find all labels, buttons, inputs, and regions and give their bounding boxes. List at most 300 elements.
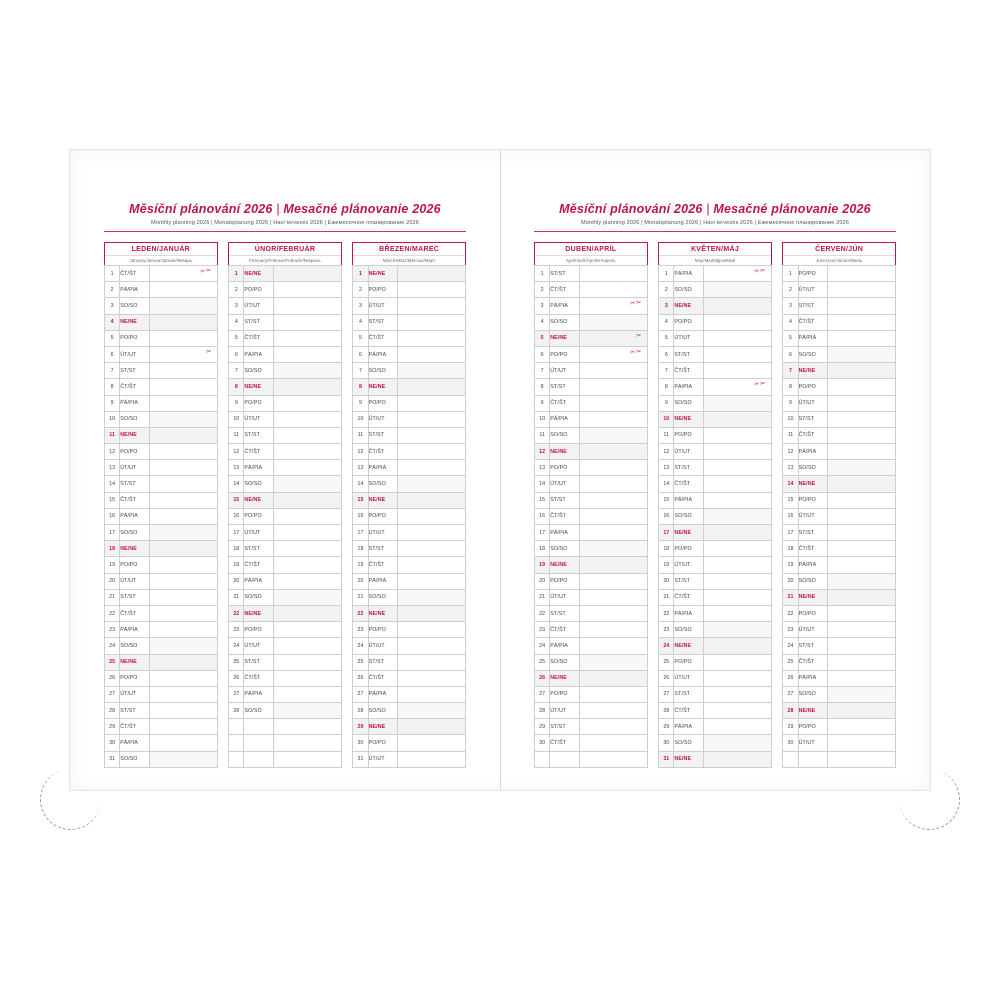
day-note-field[interactable] <box>398 314 466 330</box>
month-translations: April/April/Április/Апрель <box>535 255 647 263</box>
day-note-field[interactable] <box>579 557 647 573</box>
day-number: 11 <box>105 427 120 443</box>
day-note-field[interactable] <box>579 346 647 362</box>
day-note-field[interactable] <box>273 508 341 524</box>
day-number: 20 <box>353 573 368 589</box>
day-number: 13 <box>659 460 674 476</box>
day-name: ČT/ŠT <box>120 492 149 508</box>
day-note-field[interactable] <box>149 751 217 767</box>
handwritten-mark: ✂✂ <box>629 348 642 357</box>
day-note-field[interactable] <box>149 266 217 282</box>
day-note-field[interactable] <box>579 492 647 508</box>
page-title-sk: Mesačné plánovanie 2026 <box>283 202 441 216</box>
day-name: PO/PO <box>244 508 273 524</box>
day-number: 21 <box>535 589 550 605</box>
day-note-field[interactable] <box>149 735 217 751</box>
day-note-field[interactable] <box>828 670 896 686</box>
day-number: 12 <box>659 444 674 460</box>
day-note-field[interactable] <box>398 605 466 621</box>
day-note-field[interactable] <box>149 654 217 670</box>
day-number: 18 <box>229 541 244 557</box>
day-note-field[interactable] <box>828 703 896 719</box>
day-note-field[interactable] <box>703 638 771 654</box>
day-note-field[interactable] <box>149 605 217 621</box>
day-row <box>353 686 466 702</box>
day-note-field[interactable] <box>828 589 896 605</box>
day-note-field[interactable] <box>149 298 217 314</box>
day-note-field[interactable] <box>398 622 466 638</box>
day-note-field[interactable] <box>579 395 647 411</box>
day-note-field[interactable] <box>273 751 341 767</box>
day-note-field[interactable] <box>398 363 466 379</box>
day-note-field[interactable] <box>398 282 466 298</box>
day-name: SO/SO <box>798 573 827 589</box>
day-number: 14 <box>535 476 550 492</box>
day-row <box>353 379 466 395</box>
day-note-field[interactable] <box>398 346 466 362</box>
day-note-field[interactable] <box>149 589 217 605</box>
day-note-field[interactable] <box>398 379 466 395</box>
day-note-field[interactable] <box>398 541 466 557</box>
day-number: 5 <box>783 330 798 346</box>
day-number: 7 <box>353 363 368 379</box>
month-table <box>534 265 648 768</box>
day-note-field[interactable] <box>273 589 341 605</box>
day-note-field[interactable] <box>703 427 771 443</box>
day-note-field[interactable] <box>579 541 647 557</box>
day-number: 29 <box>659 719 674 735</box>
day-name: NE/NE <box>674 411 703 427</box>
day-name: NE/NE <box>674 638 703 654</box>
day-note-field[interactable] <box>703 670 771 686</box>
day-row <box>105 605 218 621</box>
day-note-field[interactable] <box>398 719 466 735</box>
day-note-field[interactable] <box>273 476 341 492</box>
day-note-field[interactable] <box>149 686 217 702</box>
day-note-field[interactable] <box>828 282 896 298</box>
day-note-field[interactable] <box>579 379 647 395</box>
day-number: 15 <box>659 492 674 508</box>
day-note-field[interactable] <box>579 460 647 476</box>
day-note-field[interactable] <box>579 605 647 621</box>
day-note-field[interactable] <box>398 670 466 686</box>
day-row <box>535 508 648 524</box>
day-note-field[interactable] <box>579 508 647 524</box>
day-note-field[interactable] <box>828 460 896 476</box>
day-note-field[interactable] <box>579 638 647 654</box>
day-note-field[interactable] <box>828 298 896 314</box>
day-note-field[interactable] <box>703 282 771 298</box>
day-note-field[interactable] <box>703 379 771 395</box>
day-name: SO/SO <box>368 476 397 492</box>
day-note-field[interactable] <box>273 719 341 735</box>
day-note-field[interactable] <box>703 395 771 411</box>
day-row <box>535 363 648 379</box>
day-note-field[interactable] <box>579 330 647 346</box>
day-note-field[interactable] <box>273 541 341 557</box>
day-name: PÁ/PIA <box>244 346 273 362</box>
day-note-field[interactable] <box>273 492 341 508</box>
day-note-field[interactable] <box>398 444 466 460</box>
day-number <box>229 735 244 751</box>
day-number: 5 <box>229 330 244 346</box>
day-note-field[interactable] <box>828 363 896 379</box>
day-number: 29 <box>105 719 120 735</box>
day-number: 15 <box>229 492 244 508</box>
day-name: NE/NE <box>550 444 579 460</box>
day-name: PÁ/PIA <box>120 282 149 298</box>
day-note-field[interactable] <box>273 314 341 330</box>
day-name: PÁ/PIA <box>674 719 703 735</box>
day-note-field[interactable] <box>398 557 466 573</box>
day-name: NE/NE <box>674 751 703 767</box>
day-note-field[interactable] <box>579 703 647 719</box>
day-note-field[interactable] <box>579 686 647 702</box>
day-note-field[interactable] <box>273 346 341 362</box>
day-note-field[interactable] <box>273 266 341 282</box>
day-number: 31 <box>659 751 674 767</box>
day-note-field[interactable] <box>828 492 896 508</box>
day-note-field[interactable] <box>703 492 771 508</box>
day-note-field[interactable] <box>149 508 217 524</box>
diary-spread <box>70 150 930 790</box>
day-note-field[interactable] <box>703 605 771 621</box>
day-note-field[interactable] <box>703 751 771 767</box>
day-row <box>353 557 466 573</box>
day-note-field[interactable] <box>703 589 771 605</box>
day-note-field[interactable] <box>273 525 341 541</box>
day-note-field[interactable] <box>579 314 647 330</box>
day-name: ÚT/UT <box>550 703 579 719</box>
day-row <box>353 330 466 346</box>
day-name: PO/PO <box>798 719 827 735</box>
day-name: ČT/ŠT <box>674 703 703 719</box>
day-note-field[interactable] <box>398 589 466 605</box>
day-note-field[interactable] <box>149 476 217 492</box>
day-row <box>353 670 466 686</box>
day-note-field[interactable] <box>273 298 341 314</box>
day-note-field[interactable] <box>703 719 771 735</box>
day-note-field[interactable] <box>579 427 647 443</box>
day-note-field[interactable] <box>828 638 896 654</box>
day-number: 9 <box>105 395 120 411</box>
day-note-field[interactable] <box>149 703 217 719</box>
day-note-field[interactable] <box>398 411 466 427</box>
day-note-field[interactable] <box>828 427 896 443</box>
day-row <box>229 346 342 362</box>
day-row <box>535 541 648 557</box>
day-row <box>353 735 466 751</box>
day-row <box>783 735 896 751</box>
day-name: NE/NE <box>368 266 397 282</box>
day-note-field[interactable] <box>273 557 341 573</box>
day-name: NE/NE <box>244 605 273 621</box>
day-note-field[interactable] <box>828 719 896 735</box>
day-row <box>535 330 648 346</box>
day-note-field[interactable] <box>579 719 647 735</box>
day-note-field[interactable] <box>273 444 341 460</box>
day-number: 25 <box>229 654 244 670</box>
day-note-field[interactable] <box>579 363 647 379</box>
day-note-field[interactable] <box>398 460 466 476</box>
day-note-field[interactable] <box>273 703 341 719</box>
day-name: ÚT/UT <box>550 363 579 379</box>
day-note-field[interactable] <box>703 735 771 751</box>
day-note-field[interactable] <box>703 686 771 702</box>
handwritten-mark: ✂✂ <box>753 267 767 276</box>
day-note-field[interactable] <box>273 573 341 589</box>
day-note-field[interactable] <box>828 395 896 411</box>
day-row <box>229 508 342 524</box>
day-note-field[interactable] <box>703 411 771 427</box>
day-number: 5 <box>535 330 550 346</box>
day-row <box>659 654 772 670</box>
day-name: PÁ/PIA <box>120 622 149 638</box>
day-note-field[interactable] <box>398 735 466 751</box>
day-note-field[interactable] <box>828 411 896 427</box>
day-note-field[interactable] <box>703 541 771 557</box>
day-name: PO/PO <box>120 557 149 573</box>
day-row <box>783 654 896 670</box>
day-number: 2 <box>659 282 674 298</box>
day-note-field[interactable] <box>579 573 647 589</box>
day-note-field[interactable] <box>398 638 466 654</box>
day-note-field[interactable] <box>398 703 466 719</box>
day-note-field[interactable] <box>828 314 896 330</box>
day-note-field[interactable] <box>149 719 217 735</box>
month-name: BŘEZEN/MAREC <box>379 246 440 253</box>
day-name: ÚT/UT <box>550 476 579 492</box>
day-note-field[interactable] <box>273 622 341 638</box>
day-name: NE/NE <box>120 427 149 443</box>
day-note-field[interactable] <box>149 395 217 411</box>
day-row <box>535 379 648 395</box>
day-note-field[interactable] <box>149 379 217 395</box>
day-note-field[interactable] <box>273 379 341 395</box>
day-note-field[interactable] <box>703 298 771 314</box>
day-row <box>535 427 648 443</box>
day-note-field[interactable] <box>273 460 341 476</box>
day-number: 23 <box>535 622 550 638</box>
day-note-field[interactable] <box>579 411 647 427</box>
day-note-field[interactable] <box>579 444 647 460</box>
day-note-field[interactable] <box>398 427 466 443</box>
month-name: DUBEN/APRÍL <box>565 246 617 253</box>
day-number: 30 <box>105 735 120 751</box>
day-note-field[interactable] <box>398 492 466 508</box>
day-row <box>105 573 218 589</box>
day-row <box>535 735 648 751</box>
day-row <box>229 589 342 605</box>
day-note-field[interactable] <box>273 605 341 621</box>
day-name: PO/PO <box>798 266 827 282</box>
day-name: NE/NE <box>368 379 397 395</box>
day-note-field[interactable] <box>273 670 341 686</box>
day-note-field[interactable] <box>273 686 341 702</box>
day-note-field[interactable] <box>703 314 771 330</box>
day-note-field[interactable] <box>703 703 771 719</box>
day-note-field[interactable] <box>579 654 647 670</box>
day-number: 2 <box>353 282 368 298</box>
day-number: 7 <box>783 363 798 379</box>
day-note-field[interactable] <box>828 686 896 702</box>
day-note-field[interactable] <box>828 735 896 751</box>
day-note-field[interactable] <box>149 525 217 541</box>
day-number: 27 <box>783 686 798 702</box>
day-note-field[interactable] <box>398 751 466 767</box>
day-note-field[interactable] <box>398 525 466 541</box>
day-note-field[interactable] <box>828 751 896 767</box>
day-row <box>229 541 342 557</box>
day-note-field[interactable] <box>149 314 217 330</box>
day-note-field[interactable] <box>398 573 466 589</box>
day-note-field[interactable] <box>149 427 217 443</box>
day-note-field[interactable] <box>273 654 341 670</box>
day-number: 8 <box>105 379 120 395</box>
day-name: ČT/ŠT <box>244 670 273 686</box>
day-note-field[interactable] <box>579 266 647 282</box>
day-row <box>353 719 466 735</box>
day-note-field[interactable] <box>273 735 341 751</box>
day-note-field[interactable] <box>273 363 341 379</box>
day-number: 22 <box>105 605 120 621</box>
day-row <box>229 298 342 314</box>
day-note-field[interactable] <box>828 525 896 541</box>
day-number: 28 <box>535 703 550 719</box>
day-note-field[interactable] <box>579 525 647 541</box>
day-note-field[interactable] <box>828 379 896 395</box>
day-number: 10 <box>105 411 120 427</box>
day-number: 6 <box>659 346 674 362</box>
day-note-field[interactable] <box>273 282 341 298</box>
day-note-field[interactable] <box>703 573 771 589</box>
day-note-field[interactable] <box>828 444 896 460</box>
day-note-field[interactable] <box>579 476 647 492</box>
day-note-field[interactable] <box>398 298 466 314</box>
day-number: 28 <box>659 703 674 719</box>
day-note-field[interactable] <box>703 346 771 362</box>
day-note-field[interactable] <box>828 622 896 638</box>
day-note-field[interactable] <box>828 541 896 557</box>
day-note-field[interactable] <box>579 622 647 638</box>
day-note-field[interactable] <box>149 557 217 573</box>
day-number: 25 <box>105 654 120 670</box>
day-row <box>105 557 218 573</box>
day-note-field[interactable] <box>828 330 896 346</box>
day-note-field[interactable] <box>828 508 896 524</box>
day-note-field[interactable] <box>703 508 771 524</box>
day-note-field[interactable] <box>149 460 217 476</box>
day-note-field[interactable] <box>828 573 896 589</box>
day-note-field[interactable] <box>579 282 647 298</box>
day-note-field[interactable] <box>149 363 217 379</box>
day-number: 7 <box>659 363 674 379</box>
day-note-field[interactable] <box>398 476 466 492</box>
day-note-field[interactable] <box>828 346 896 362</box>
day-note-field[interactable] <box>149 541 217 557</box>
day-note-field[interactable] <box>828 654 896 670</box>
day-number: 9 <box>659 395 674 411</box>
day-note-field[interactable] <box>273 330 341 346</box>
day-note-field[interactable] <box>398 330 466 346</box>
day-note-field[interactable] <box>149 444 217 460</box>
day-number: 17 <box>783 525 798 541</box>
day-note-field[interactable] <box>579 298 647 314</box>
day-note-field[interactable] <box>579 589 647 605</box>
month-header <box>658 242 772 265</box>
day-note-field[interactable] <box>398 654 466 670</box>
day-number: 20 <box>659 573 674 589</box>
day-note-field[interactable] <box>703 476 771 492</box>
month-column <box>104 242 218 768</box>
day-note-field[interactable] <box>398 395 466 411</box>
day-note-field[interactable] <box>398 686 466 702</box>
day-note-field[interactable] <box>703 266 771 282</box>
day-note-field[interactable] <box>273 427 341 443</box>
day-note-field[interactable] <box>703 444 771 460</box>
day-name <box>244 751 273 767</box>
day-note-field[interactable] <box>703 654 771 670</box>
day-note-field[interactable] <box>703 460 771 476</box>
day-row <box>659 460 772 476</box>
day-number: 23 <box>783 622 798 638</box>
day-note-field[interactable] <box>273 638 341 654</box>
day-row <box>353 492 466 508</box>
day-note-field[interactable] <box>273 395 341 411</box>
month-header <box>534 242 648 265</box>
day-name: SO/SO <box>244 589 273 605</box>
day-note-field[interactable] <box>703 525 771 541</box>
day-row <box>353 589 466 605</box>
day-note-field[interactable] <box>703 330 771 346</box>
day-row <box>105 492 218 508</box>
day-number: 7 <box>105 363 120 379</box>
day-note-field[interactable] <box>703 557 771 573</box>
day-row <box>535 686 648 702</box>
day-note-field[interactable] <box>149 573 217 589</box>
day-row <box>105 508 218 524</box>
day-note-field[interactable] <box>149 622 217 638</box>
day-note-field[interactable] <box>579 735 647 751</box>
day-note-field[interactable] <box>398 266 466 282</box>
day-note-field[interactable] <box>828 557 896 573</box>
day-note-field[interactable] <box>703 363 771 379</box>
day-note-field[interactable] <box>149 411 217 427</box>
day-note-field[interactable] <box>579 670 647 686</box>
day-note-field[interactable] <box>579 751 647 767</box>
day-note-field[interactable] <box>828 266 896 282</box>
day-note-field[interactable] <box>149 638 217 654</box>
day-number: 8 <box>353 379 368 395</box>
day-row <box>353 298 466 314</box>
day-name: PO/PO <box>120 670 149 686</box>
day-note-field[interactable] <box>398 508 466 524</box>
day-note-field[interactable] <box>149 346 217 362</box>
day-note-field[interactable] <box>828 476 896 492</box>
day-number: 9 <box>353 395 368 411</box>
day-note-field[interactable] <box>149 282 217 298</box>
day-note-field[interactable] <box>273 411 341 427</box>
right-page <box>500 150 930 790</box>
day-note-field[interactable] <box>828 605 896 621</box>
day-name: PO/PO <box>368 508 397 524</box>
day-number <box>229 751 244 767</box>
day-note-field[interactable] <box>149 670 217 686</box>
day-number: 2 <box>229 282 244 298</box>
day-note-field[interactable] <box>149 492 217 508</box>
day-note-field[interactable] <box>149 330 217 346</box>
day-note-field[interactable] <box>703 622 771 638</box>
